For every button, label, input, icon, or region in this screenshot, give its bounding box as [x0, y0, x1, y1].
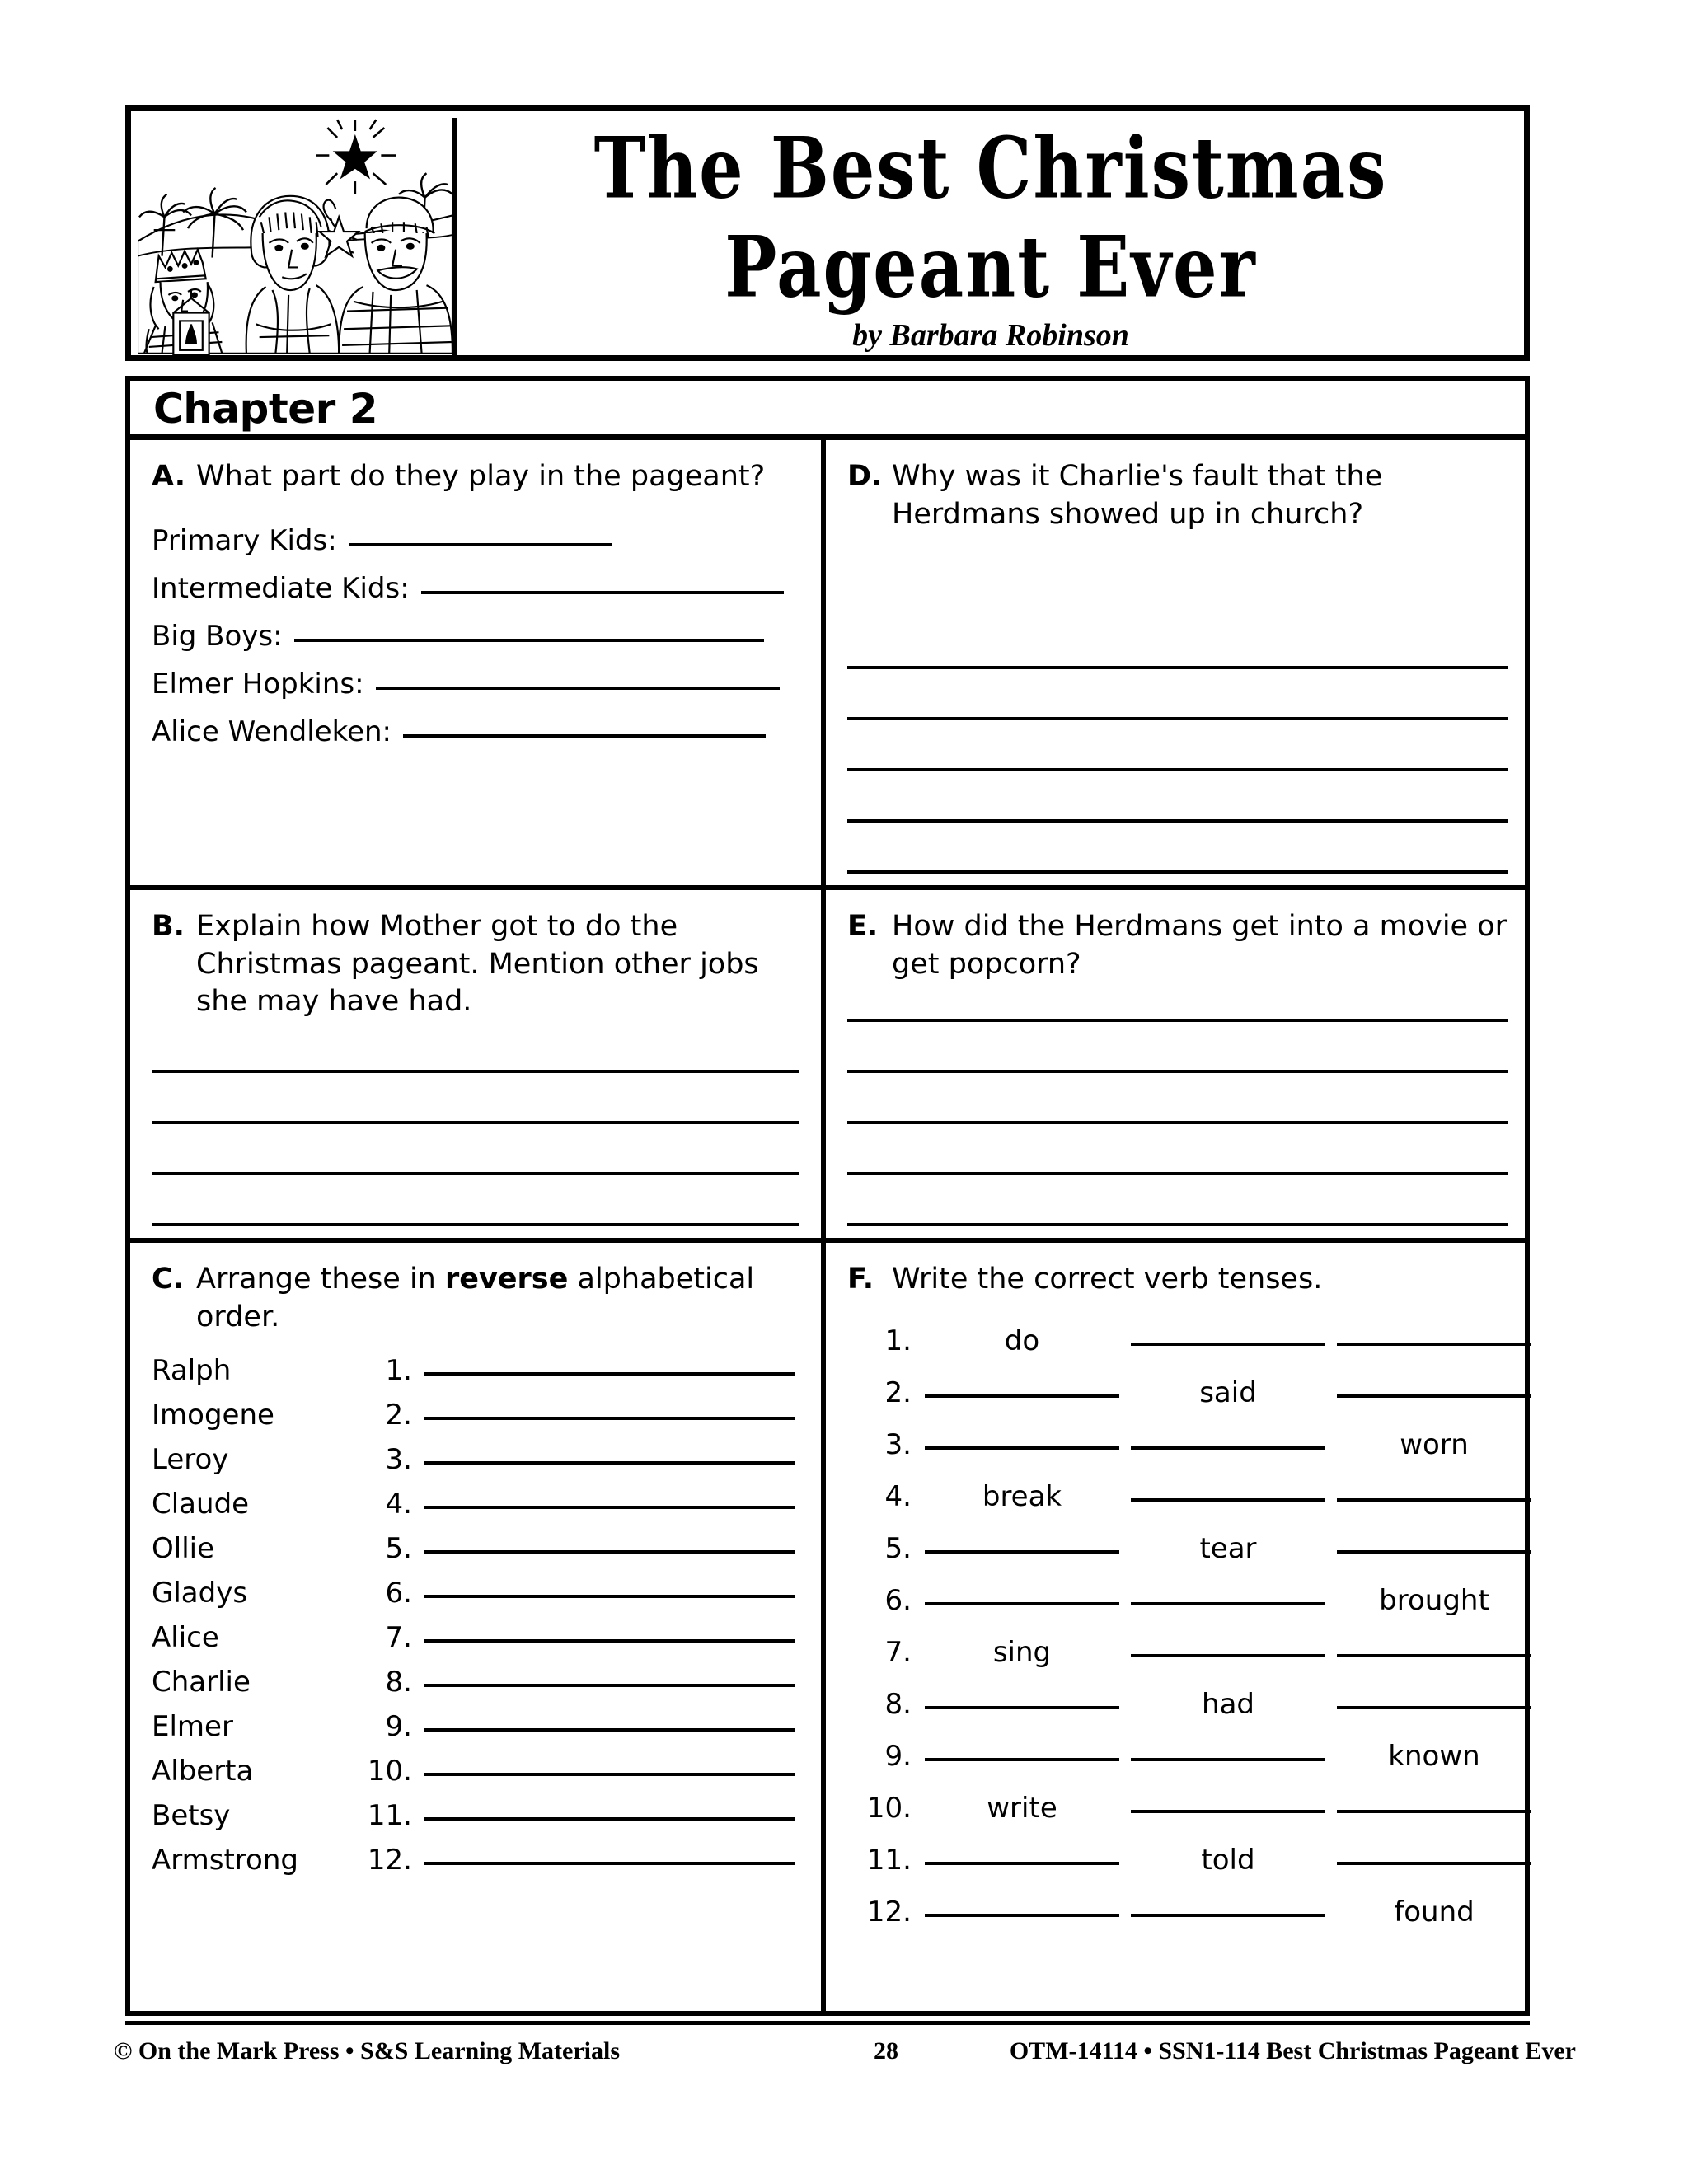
answer-line[interactable] — [152, 1124, 799, 1175]
section-c-prompt-pre: Arrange these in — [196, 1263, 445, 1296]
answer-line[interactable] — [424, 1595, 795, 1598]
label-alice-wendleken: Alice Wendleken: — [152, 715, 392, 748]
row-number: 5. — [884, 1531, 912, 1565]
section-c-name-list — [152, 1354, 799, 1877]
row-number: 4. — [884, 1479, 912, 1513]
list-item — [152, 1755, 799, 1788]
section-d-prompt — [847, 458, 1508, 533]
verb-present-blank[interactable] — [925, 1417, 1119, 1450]
verb-participle-blank[interactable] — [1337, 1676, 1531, 1709]
item-number: 3. — [385, 1443, 412, 1476]
answer-row-intermediate-kids — [152, 572, 799, 605]
table-row — [847, 1317, 1508, 1357]
row-number: 11. — [866, 1843, 912, 1877]
row-number: 10. — [866, 1791, 912, 1825]
table-row — [847, 1888, 1508, 1929]
verb-past-blank[interactable] — [1131, 1780, 1325, 1813]
answer-line-big-boys[interactable] — [294, 639, 764, 642]
book-author-byline: by Barbara Robinson — [852, 318, 1129, 353]
name-label: Alberta — [152, 1755, 254, 1788]
answer-line-alice-wendleken[interactable] — [403, 734, 766, 738]
verb-past: said — [1199, 1376, 1257, 1409]
verb-present: sing — [992, 1635, 1052, 1669]
table-row — [847, 1784, 1508, 1825]
page-footer — [107, 2037, 1582, 2083]
section-d-letter: D. — [847, 460, 883, 493]
row-number: 9. — [884, 1739, 912, 1773]
answer-line[interactable] — [424, 1639, 795, 1643]
list-item — [152, 1354, 799, 1387]
verb-present-blank[interactable] — [925, 1832, 1119, 1865]
answer-line[interactable] — [152, 1073, 799, 1124]
section-e-letter: E. — [847, 910, 879, 943]
label-intermediate-kids: Intermediate Kids: — [152, 571, 410, 605]
answer-line[interactable] — [424, 1773, 795, 1776]
title-text-block — [461, 111, 1521, 355]
section-a-letter: A. — [152, 460, 186, 493]
answer-line[interactable] — [424, 1817, 795, 1821]
answer-row-alice-wendleken — [152, 715, 799, 748]
verb-past-blank[interactable] — [1131, 1417, 1325, 1450]
answer-line-elmer-hopkins[interactable] — [376, 687, 780, 690]
item-number: 6. — [385, 1577, 412, 1610]
verb-participle-blank[interactable] — [1337, 1313, 1531, 1346]
item-number: 8. — [385, 1666, 412, 1699]
verb-past-blank[interactable] — [1131, 1469, 1325, 1502]
answer-line[interactable] — [847, 720, 1508, 771]
nativity-illustration — [138, 118, 457, 355]
answer-row-big-boys — [152, 620, 799, 653]
item-number: 1. — [385, 1354, 412, 1387]
section-d — [826, 440, 1530, 885]
section-b-letter: B. — [152, 910, 185, 943]
item-number: 5. — [385, 1532, 412, 1565]
verb-present: do — [1004, 1324, 1040, 1357]
answer-row-elmer-hopkins — [152, 668, 799, 701]
section-b-prompt — [152, 908, 799, 1021]
name-label: Ollie — [152, 1532, 215, 1565]
list-item — [152, 1710, 799, 1743]
verb-participle: worn — [1400, 1427, 1469, 1461]
item-number: 9. — [385, 1710, 412, 1743]
answer-line[interactable] — [424, 1684, 795, 1687]
verb-past-blank[interactable] — [1131, 1624, 1325, 1657]
list-item — [152, 1666, 799, 1699]
list-item — [152, 1844, 799, 1877]
name-label: Ralph — [152, 1354, 232, 1387]
verb-present-blank[interactable] — [925, 1572, 1119, 1605]
footer-divider — [125, 2021, 1530, 2025]
name-label: Elmer — [152, 1710, 233, 1743]
answer-line-intermediate-kids[interactable] — [421, 591, 784, 594]
list-item — [152, 1577, 799, 1610]
answer-line[interactable] — [152, 1022, 799, 1073]
verb-present-blank[interactable] — [925, 1676, 1119, 1709]
verb-participle-blank[interactable] — [1337, 1469, 1531, 1502]
section-c-prompt-emphasis: reverse — [444, 1263, 569, 1296]
table-row — [847, 1473, 1508, 1513]
answer-line[interactable] — [847, 1124, 1508, 1175]
answer-line[interactable] — [424, 1372, 795, 1376]
name-label: Betsy — [152, 1799, 231, 1832]
title-banner — [125, 105, 1530, 361]
answer-line[interactable] — [847, 1175, 1508, 1226]
table-row — [847, 1680, 1508, 1721]
label-big-boys: Big Boys: — [152, 619, 283, 653]
name-label: Charlie — [152, 1666, 251, 1699]
answer-line[interactable] — [424, 1728, 795, 1732]
section-b — [130, 890, 821, 1238]
verb-present-blank[interactable] — [925, 1884, 1119, 1917]
item-number: 4. — [385, 1488, 412, 1521]
page-number: 28 — [874, 2037, 898, 2064]
verb-present: break — [982, 1479, 1062, 1513]
name-label: Leroy — [152, 1443, 229, 1476]
verb-past: told — [1201, 1843, 1255, 1877]
row-number: 3. — [884, 1427, 912, 1461]
section-c-prompt — [152, 1261, 799, 1336]
answer-line-primary-kids[interactable] — [349, 543, 612, 546]
verb-past: had — [1202, 1687, 1254, 1721]
name-label: Gladys — [152, 1577, 248, 1610]
section-f — [826, 1243, 1530, 2011]
chapter-label: Chapter 2 — [153, 385, 377, 433]
verb-participle-blank[interactable] — [1337, 1624, 1531, 1657]
verb-participle-blank[interactable] — [1337, 1832, 1531, 1865]
verb-present-blank[interactable] — [925, 1365, 1119, 1398]
item-number: 2. — [385, 1399, 412, 1432]
table-row — [847, 1525, 1508, 1565]
verb-participle: brought — [1379, 1583, 1489, 1617]
section-c — [130, 1243, 821, 2011]
row-number: 8. — [884, 1687, 912, 1721]
item-number: 11. — [367, 1799, 412, 1832]
verb-participle-blank[interactable] — [1337, 1521, 1531, 1554]
answer-line[interactable] — [424, 1506, 795, 1509]
answer-line[interactable] — [847, 618, 1508, 669]
section-f-prompt — [847, 1261, 1508, 1299]
verb-present-blank[interactable] — [925, 1521, 1119, 1554]
section-f-verb-table — [847, 1317, 1508, 1929]
name-label: Alice — [152, 1621, 219, 1654]
name-label: Armstrong — [152, 1844, 298, 1877]
section-a — [130, 440, 821, 885]
name-label: Imogene — [152, 1399, 274, 1432]
table-row — [847, 1732, 1508, 1773]
section-a-prompt — [152, 458, 799, 496]
answer-line[interactable] — [152, 1175, 799, 1226]
answer-line[interactable] — [847, 771, 1508, 823]
section-c-letter: C. — [152, 1263, 184, 1296]
row-number: 1. — [884, 1324, 912, 1357]
list-item — [152, 1443, 799, 1476]
section-c-question — [196, 1261, 799, 1336]
verb-past: tear — [1199, 1531, 1257, 1565]
name-label: Claude — [152, 1488, 250, 1521]
section-e — [826, 890, 1530, 1238]
item-number: 12. — [367, 1844, 412, 1877]
item-number: 10. — [367, 1755, 412, 1788]
label-primary-kids: Primary Kids: — [152, 523, 337, 557]
table-row — [847, 1577, 1508, 1617]
answer-line[interactable] — [424, 1862, 795, 1865]
table-row — [847, 1369, 1508, 1409]
nativity-scene-svg — [138, 118, 452, 355]
list-item — [152, 1532, 799, 1565]
section-b-answer-lines — [152, 1022, 799, 1226]
list-item — [152, 1799, 799, 1832]
list-item — [152, 1488, 799, 1521]
verb-past-blank[interactable] — [1131, 1728, 1325, 1761]
footer-product-code: OTM-14114 • SSN1-114 Best Christmas Pageant Ever — [1009, 2037, 1576, 2064]
section-f-letter: F. — [847, 1263, 874, 1296]
answer-row-primary-kids — [152, 524, 799, 557]
footer-copyright: © On the Mark Press • S&S Learning Materials — [114, 2037, 620, 2064]
answer-line[interactable] — [847, 1022, 1508, 1073]
section-d-answer-lines — [847, 618, 1508, 874]
item-number: 7. — [385, 1621, 412, 1654]
verb-past-blank[interactable] — [1131, 1884, 1325, 1917]
table-row — [847, 1629, 1508, 1669]
answer-line[interactable] — [847, 1073, 1508, 1124]
answer-line[interactable] — [847, 823, 1508, 874]
book-title-line-2: Pageant Ever — [724, 217, 1257, 316]
answer-line[interactable] — [847, 669, 1508, 720]
verb-past-blank[interactable] — [1131, 1313, 1325, 1346]
row-number: 12. — [866, 1895, 912, 1929]
section-c-prompt-post: alphabetical order. — [196, 1263, 755, 1333]
verb-participle: known — [1388, 1739, 1480, 1773]
section-d-question: Why was it Charlie's fault that the Herdmans showed up in church? — [892, 460, 1383, 531]
verb-past-blank[interactable] — [1131, 1572, 1325, 1605]
answer-line[interactable] — [424, 1461, 795, 1465]
book-title-line-1: The Best Christmas — [593, 118, 1388, 218]
list-item — [152, 1399, 799, 1432]
section-a-question: What part do they play in the pageant? — [196, 460, 766, 493]
section-e-answer-lines — [847, 971, 1508, 1226]
verb-participle-blank[interactable] — [1337, 1780, 1531, 1813]
list-item — [152, 1621, 799, 1654]
section-b-question: Explain how Mother got to do the Christmas pageant. Mention other jobs she may have had. — [196, 910, 759, 1018]
section-a-answer-rows — [152, 524, 799, 748]
label-elmer-hopkins: Elmer Hopkins: — [152, 667, 364, 701]
row-number: 2. — [884, 1376, 912, 1409]
answer-line[interactable] — [424, 1550, 795, 1554]
answer-line[interactable] — [847, 971, 1508, 1022]
section-e-question: How did the Herdmans get into a movie or get popcorn? — [892, 910, 1507, 981]
row-number: 7. — [884, 1635, 912, 1669]
worksheet-body — [125, 376, 1530, 2016]
row-number: 6. — [884, 1583, 912, 1617]
verb-participle-blank[interactable] — [1337, 1365, 1531, 1398]
verb-present: write — [987, 1791, 1057, 1825]
answer-line[interactable] — [424, 1417, 795, 1420]
verb-participle: found — [1394, 1895, 1475, 1929]
chapter-header-bar — [130, 381, 1525, 440]
table-row — [847, 1836, 1508, 1877]
section-f-question: Write the correct verb tenses. — [892, 1263, 1323, 1296]
verb-present-blank[interactable] — [925, 1728, 1119, 1761]
table-row — [847, 1421, 1508, 1461]
